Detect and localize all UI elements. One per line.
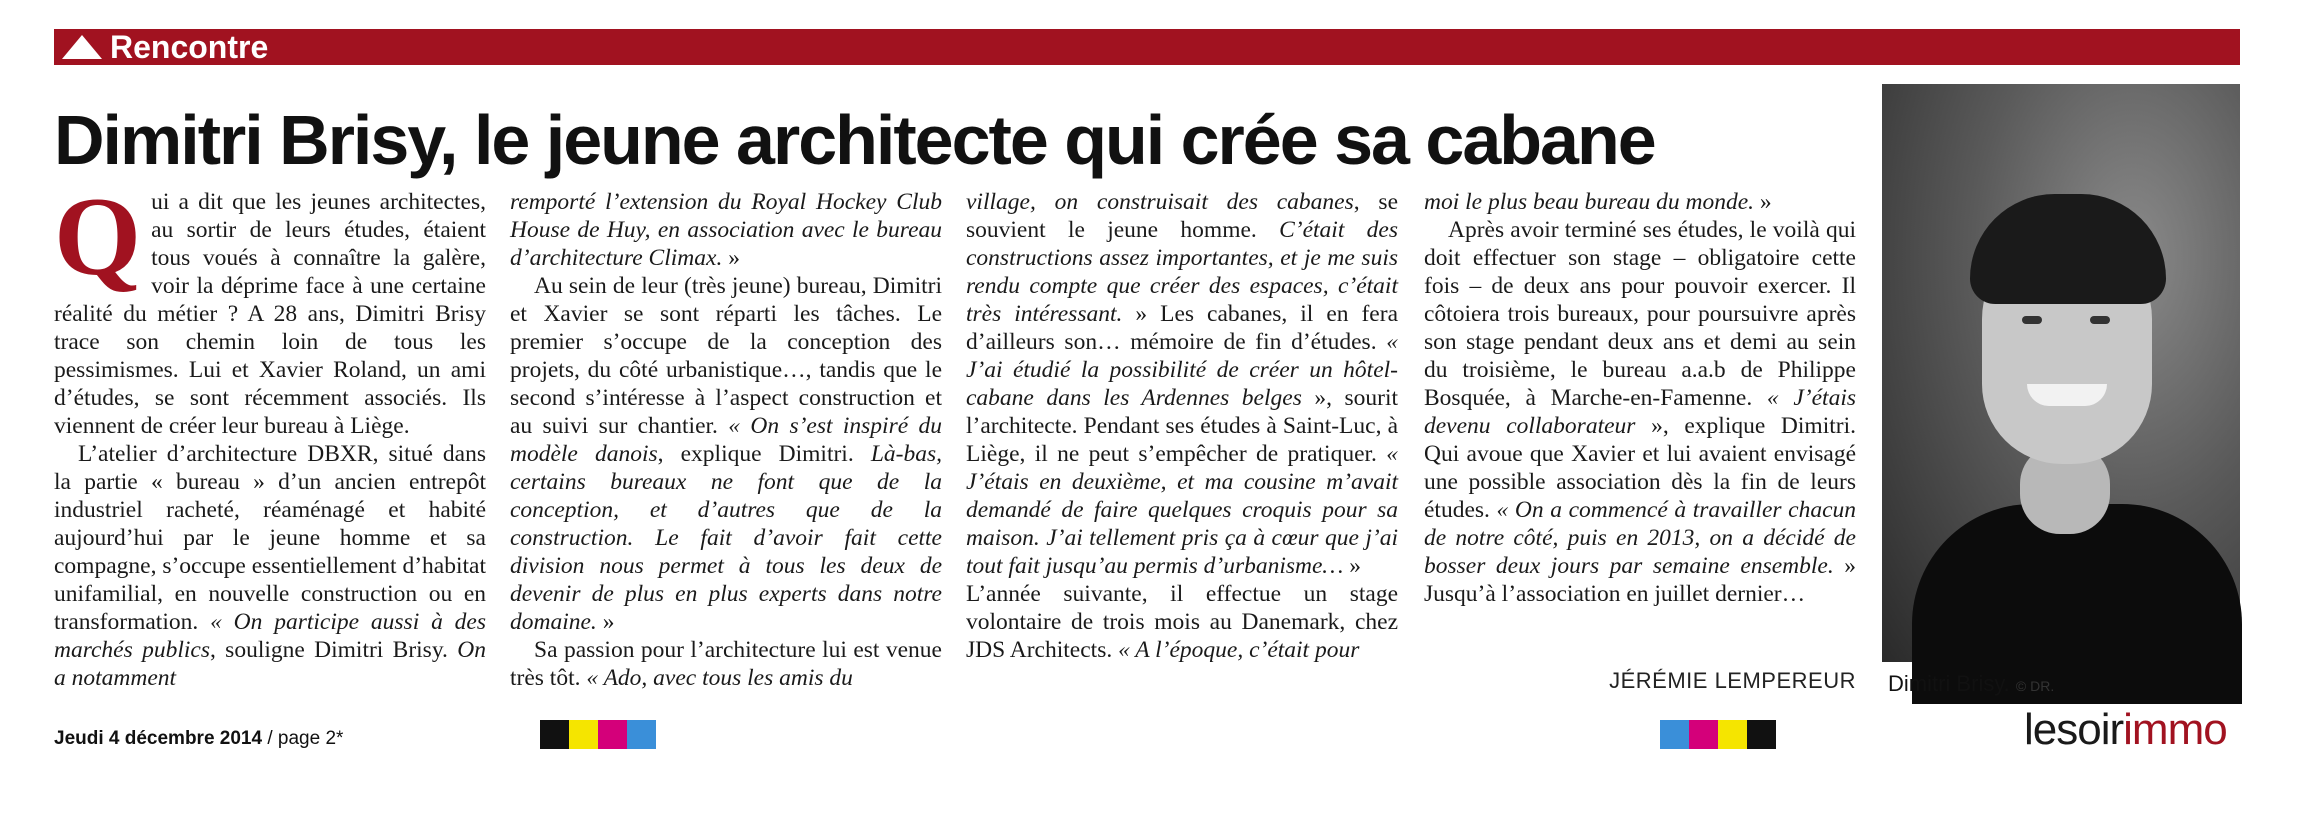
swatch: [598, 720, 627, 749]
issue-date: Jeudi 4 décembre 2014: [54, 728, 263, 749]
color-swatches-left: [540, 720, 656, 749]
headline: Dimitri Brisy, le jeune architecte qui crée sa cabane: [54, 101, 1655, 179]
byline: JÉRÉMIE LEMPEREUR: [1609, 668, 1856, 693]
article-paragraph: Qui a dit que les jeunes architectes, au sortir de leurs études, étaient tous voués à connaître la galère, voir la déprime face à une certaine réalité du métier ? A 28 ans, Dimitri Brisy trace son chemin loin de tous les pessimismes. Lui et Xavier Roland, un ami d’études, se sont récemment associés. Ils viennent de créer leur bureau à Liège.: [54, 175, 486, 439]
article-column-3: [966, 188, 1398, 672]
caption-text: Dimitri Brisy.: [1888, 671, 2010, 696]
article-column-1: [54, 175, 486, 691]
article-paragraph: moi le plus beau bureau du monde. »: [1424, 189, 1772, 215]
article-paragraph: Après avoir terminé ses études, le voilà qui doit effectuer son stage – obligatoire cette fois – de deux ans pour pouvoir exercer. Il côtoiera trois bureaux, pour poursuivre après son stage pendant deux ans et demi au sein du troisième, le bureau a.a.b de Philippe Bosquée, à Marche-en-Famenne. « J’étais devenu collaborateur », explique Dimitri. Qui avoue que Xavier et lui avaient envisagé une possible association dès la fin de leurs études. « On a commencé à travailler chacun de notre côté, puis en 2013, on a décidé de bosser deux jours par semaine ensemble. » Jusqu’à l’association en juillet dernier…: [1424, 217, 1857, 607]
article-column-2: [510, 188, 943, 691]
swatch: [1747, 720, 1776, 749]
swatch: [540, 720, 569, 749]
article-paragraph: village, on construisait des cabanes, se souvient le jeune homme. C’était des constructions assez importantes, et je me suis rendu compte que créer des espaces, c’était très intéressant. » Les cabanes, il en fera d’ailleurs son… mémoire de fin d’études. « J’ai étudié la possibilité de créer un hôtel-cabane dans les Ardennes belges », sourit l’architecte. Pendant ses études à Saint-Luc, à Liège, il ne peut s’empêcher de pratiquer. « J’étais en deuxième, et ma cousine m’avait demandé de faire quelques croquis pour sa maison. J’ai tellement pris ça à cœur que j’ai tout fait jusqu’au permis d’urbanisme… »: [966, 189, 1399, 579]
rubric-bar: [54, 29, 2240, 65]
article-column-4: [1424, 188, 1856, 674]
photo-credit: © DR.: [2015, 678, 2055, 694]
portrait-photo: [1882, 84, 2240, 662]
article-paragraph: L’atelier d’architecture DBXR, situé dans la partie « bureau » d’un ancien entrepôt industriel racheté, réaménagé et habité aujourd’hui par le jeune homme et sa compagne, s’occupe essentiellement d’habitat unifamilial, en nouvelle construction ou en transformation. « On participe aussi à des marchés publics, souligne Dimitri Brisy. On a notamment: [54, 441, 486, 691]
dropcap: Q: [54, 175, 142, 299]
article-paragraph: Au sein de leur (très jeune) bureau, Dimitri et Xavier se sont réparti les tâches. Le premier s’occupe de la conception des projets, du côté urbanistique…, tandis que le second s’intéresse à l’aspect construction et au suivi sur chantier. « On s’est inspiré du modèle danois, explique Dimitri. Là-bas, certains bureaux ne font que de la conception, et d’autres que de la construction. Le fait d’avoir fait cette division nous permet à tous les deux de devenir de plus en plus experts dans notre domaine. »: [510, 273, 943, 635]
swatch: [1660, 720, 1689, 749]
rubric-label: Rencontre: [110, 29, 269, 65]
page-folio: [54, 728, 343, 750]
article-paragraph: remporté l’extension du Royal Hockey Club House de Huy, en association avec le bureau d’architecture Climax. »: [510, 189, 942, 271]
brand-logo: lesoirimmo: [2024, 705, 2227, 754]
photo-caption: [1888, 671, 2054, 697]
swatch: [1718, 720, 1747, 749]
swatch: [1689, 720, 1718, 749]
color-swatches-right: [1660, 720, 1776, 749]
swatch: [569, 720, 598, 749]
article-paragraph: Sa passion pour l’architecture lui est venue très tôt. « Ado, avec tous les amis du: [510, 637, 942, 691]
article-paragraph: L’année suivante, il effectue un stage volontaire de trois mois au Danemark, chez JDS Architects. « A l’époque, c’était pour: [966, 581, 1398, 663]
swatch: [627, 720, 656, 749]
page-number: / page 2*: [262, 728, 344, 749]
triangle-up-icon: [62, 35, 102, 59]
